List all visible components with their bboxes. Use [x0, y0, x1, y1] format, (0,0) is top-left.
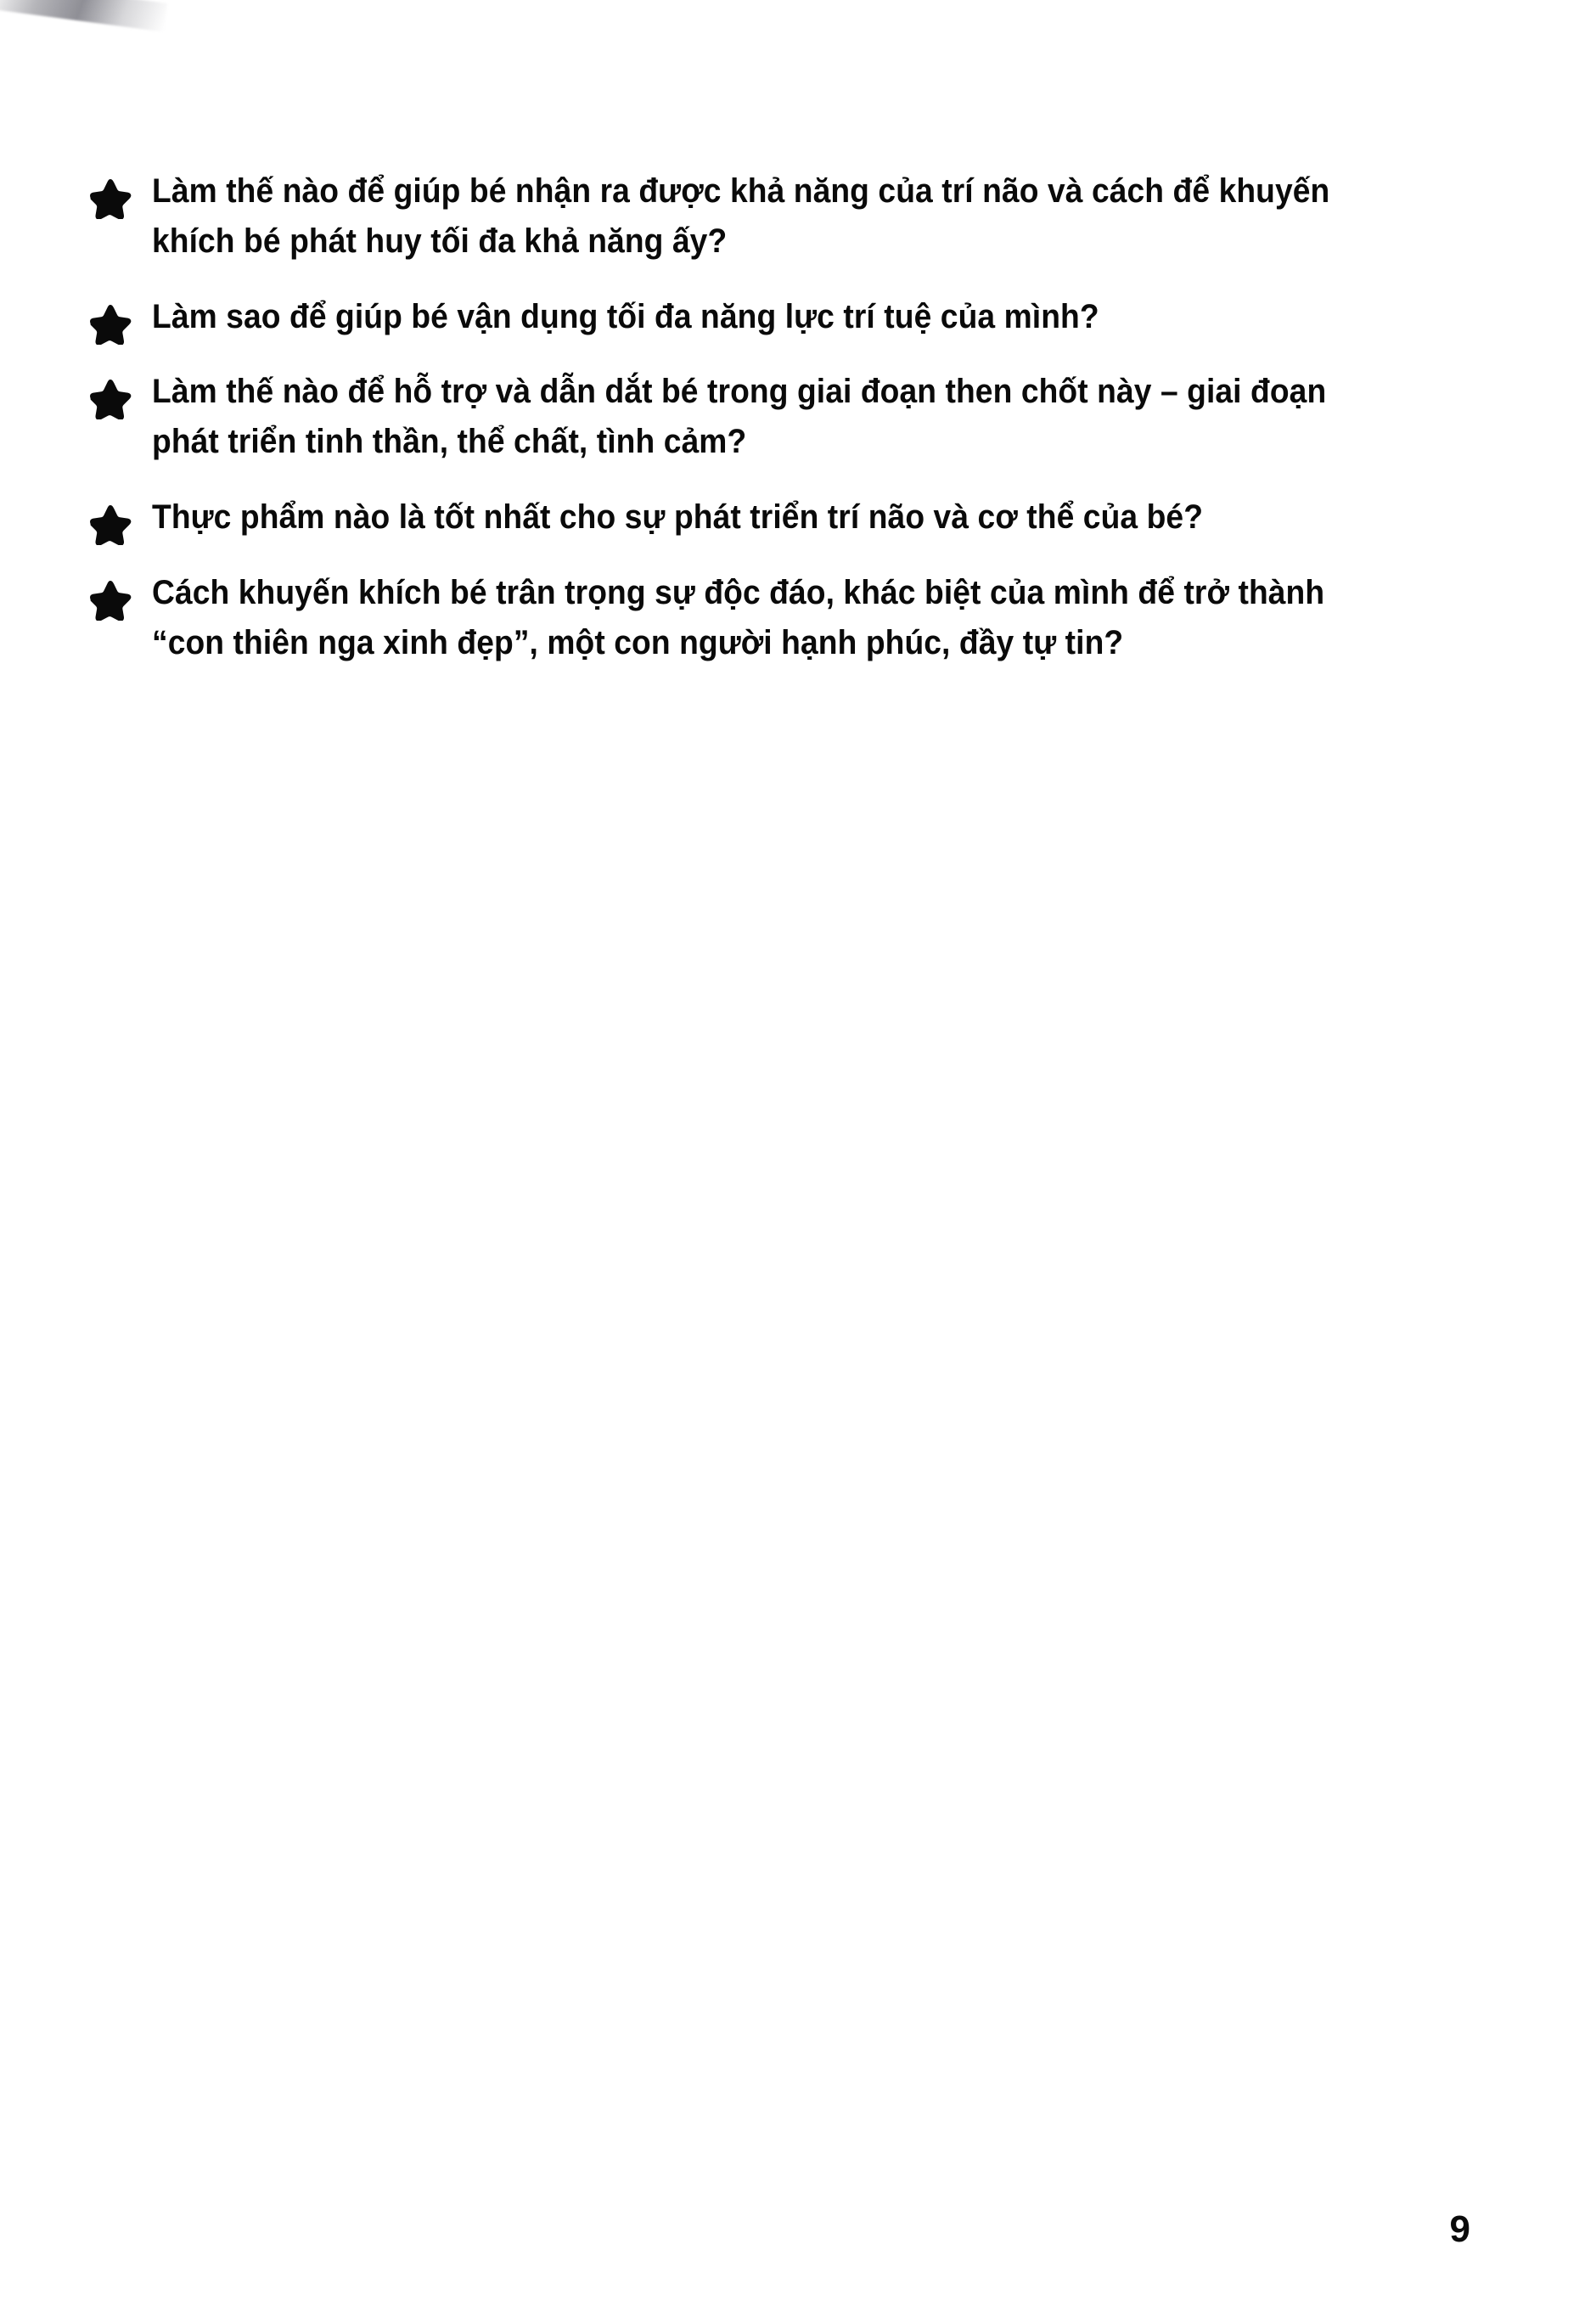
- list-item: [89, 568, 1447, 668]
- list-item-text: Cách khuyến khích bé trân trọng sự độc đáo, khác biệt của mình để trở thành “con thiên nga xinh đẹp”, một con người hạnh phúc, đầy tự tin?: [152, 573, 1334, 661]
- star-icon: [89, 379, 132, 419]
- star-icon: [89, 304, 132, 345]
- scan-artifact-smudge: [0, 0, 167, 32]
- list-item-text: Làm thế nào để giúp bé nhận ra được khả năng của trí não và cách để khuyến khích bé phát huy tối đa khả năng ấy?: [152, 172, 1339, 260]
- list-item: [89, 166, 1447, 267]
- list-item: [89, 367, 1447, 467]
- list-item: [89, 292, 1447, 342]
- list-item-text: Thực phẩm nào là tốt nhất cho sự phát triển trí não và cơ thể của bé?: [152, 498, 1204, 536]
- list-item-text: Làm thế nào để hỗ trợ và dẫn dắt bé trong giai đoạn then chốt này – giai đoạn phát triển tinh thần, thể chất, tình cảm?: [152, 373, 1335, 461]
- star-icon: [89, 504, 132, 545]
- page-number: 9: [1449, 2208, 1470, 2250]
- list-item: [89, 492, 1447, 543]
- bullet-list: [89, 166, 1447, 667]
- star-icon: [89, 580, 132, 621]
- list-item-text: Làm sao để giúp bé vận dụng tối đa năng lực trí tuệ của mình?: [152, 297, 1099, 335]
- star-icon: [89, 178, 132, 219]
